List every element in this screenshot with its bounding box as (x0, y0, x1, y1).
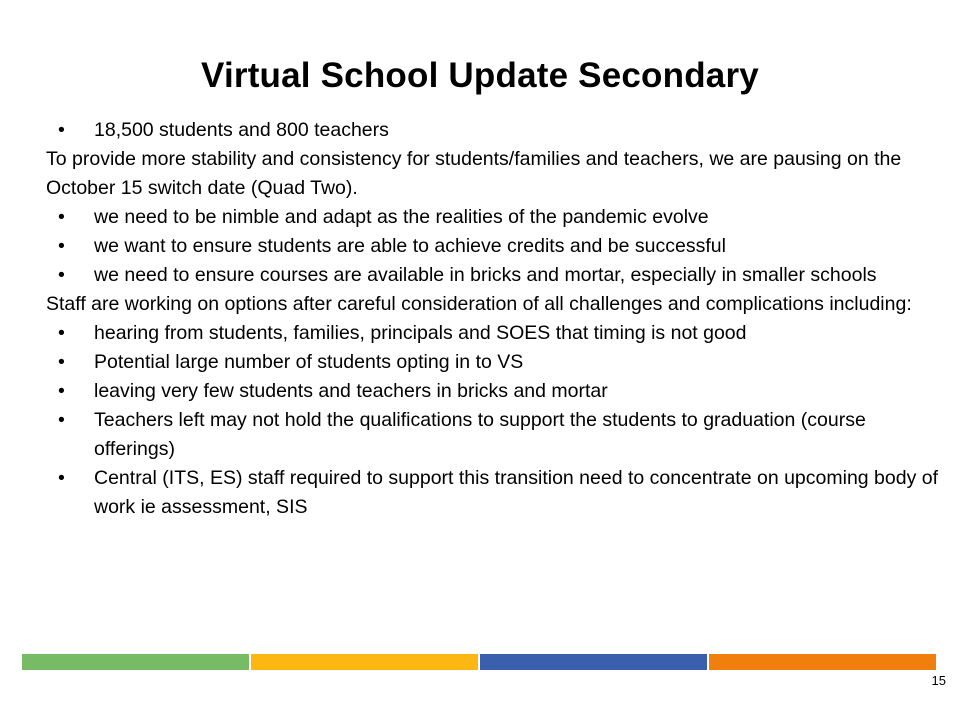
page-number: 15 (931, 673, 946, 688)
slide-title: Virtual School Update Secondary (201, 56, 759, 95)
list-item: • Potential large number of students opting in to VS (46, 348, 946, 377)
bullet-icon: • (58, 322, 65, 344)
reasons-bullet-list (46, 203, 946, 290)
footer-bar-segment-green (22, 654, 251, 670)
list-item: • we need to be nimble and adapt as the realities of the pandemic evolve (46, 203, 946, 232)
challenges-bullet-list (46, 319, 946, 522)
bullet-icon: • (58, 235, 65, 257)
paragraph-staff-options: Staff are working on options after careful consideration of all challenges and complications including: (46, 293, 912, 315)
footer-bar-segment-blue (480, 654, 709, 670)
list-item: • we want to ensure students are able to achieve credits and be successful (46, 232, 946, 261)
bullet-icon: • (58, 119, 65, 141)
footer-bar-segment-orange (709, 654, 936, 670)
slide-body (46, 116, 946, 522)
list-item: • we need to ensure courses are available in bricks and mortar, especially in smaller schools (46, 261, 946, 290)
bullet-icon: • (58, 467, 65, 489)
list-item: • Central (ITS, ES) staff required to support this transition need to concentrate on upcoming body of work ie assessment, SIS (46, 464, 946, 522)
intro-bullet-list (46, 116, 946, 145)
list-item: • hearing from students, families, principals and SOES that timing is not good (46, 319, 946, 348)
list-item: • leaving very few students and teachers in bricks and mortar (46, 377, 946, 406)
footer-bar-segment-yellow (251, 654, 480, 670)
paragraph-pause-notice: To provide more stability and consistency for students/families and teachers, we are pausing on the October 15 switch date (Quad Two). (46, 148, 902, 199)
bullet-icon: • (58, 380, 65, 402)
bullet-icon: • (58, 351, 65, 373)
list-item: • Teachers left may not hold the qualifications to support the students to graduation (course offerings) (46, 406, 946, 464)
list-item: • 18,500 students and 800 teachers (46, 116, 946, 145)
bullet-icon: • (58, 409, 65, 431)
bullet-icon: • (58, 264, 65, 286)
bullet-icon: • (58, 206, 65, 228)
footer-color-bar (22, 654, 936, 670)
